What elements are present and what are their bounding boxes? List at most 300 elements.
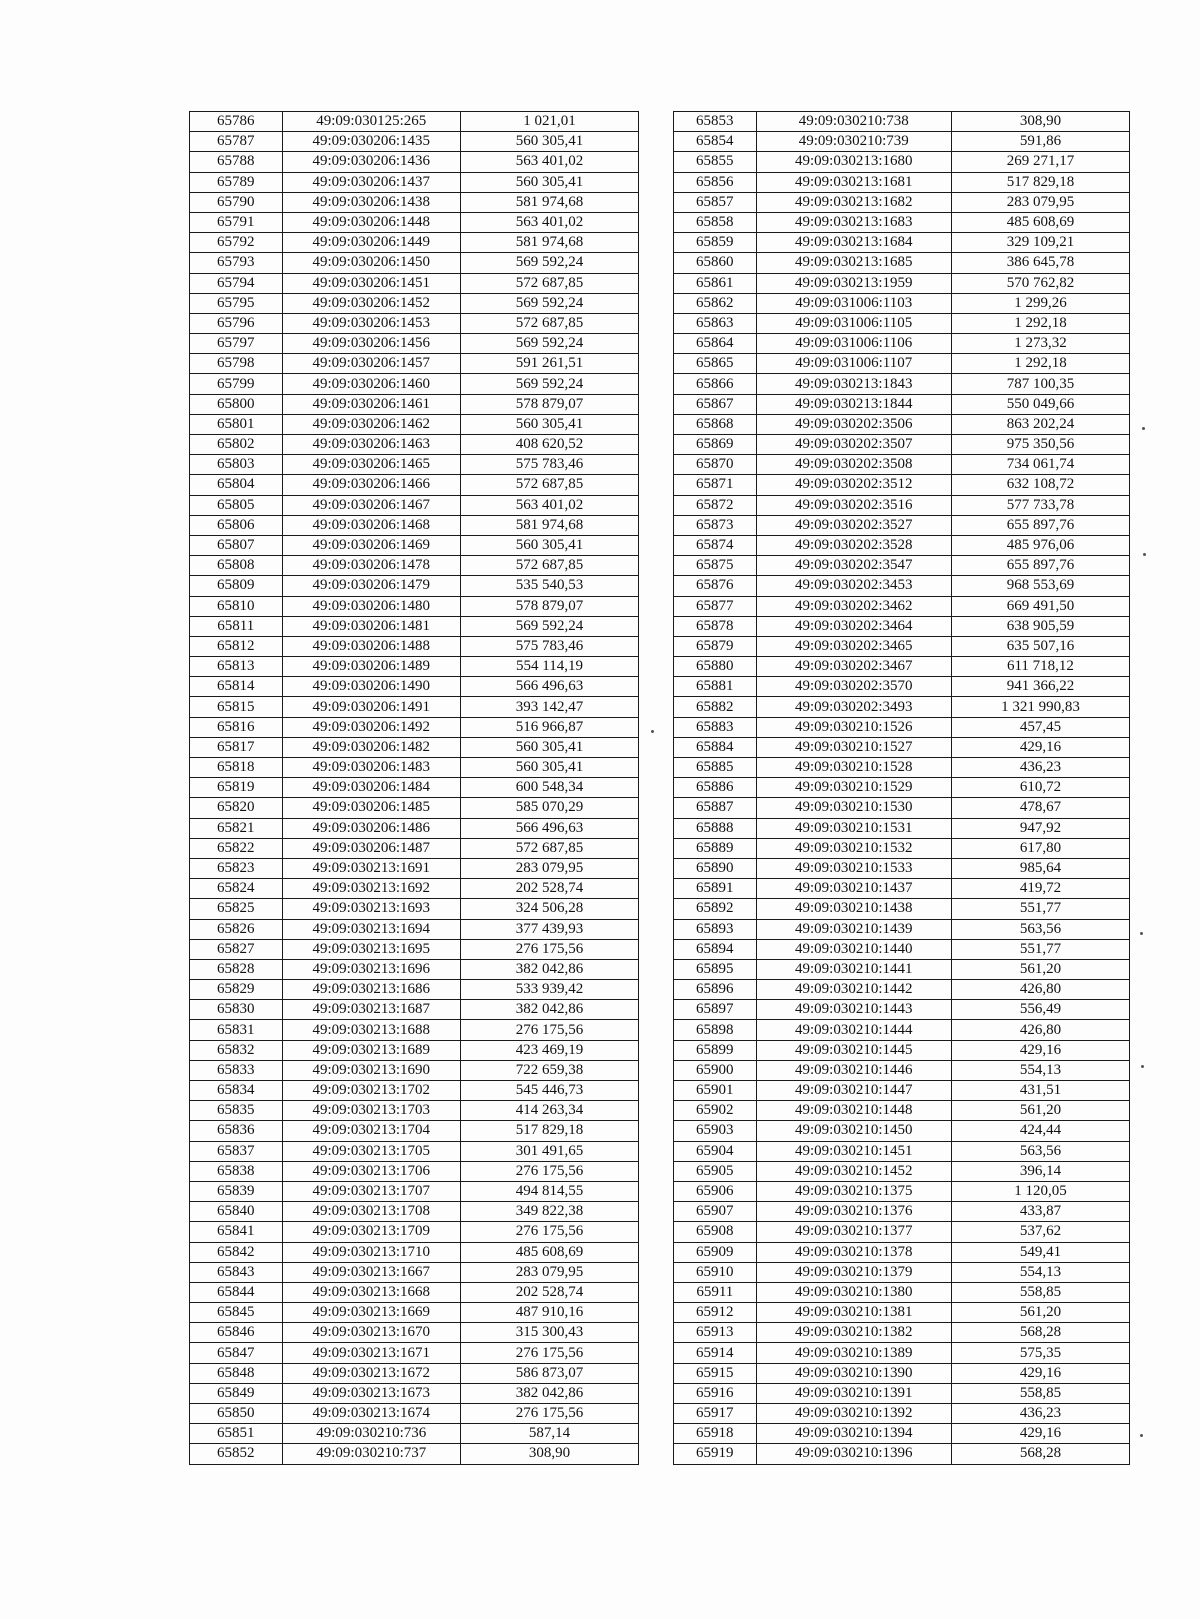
row-number-cell: 65893 <box>674 919 757 939</box>
value-cell: 554,13 <box>951 1060 1129 1080</box>
row-number-cell: 65868 <box>674 414 757 434</box>
table-row <box>674 1101 1130 1121</box>
cadastral-number-cell: 49:09:030210:1528 <box>756 758 951 778</box>
cadastral-number-cell: 49:09:030213:1680 <box>756 152 951 172</box>
row-number-cell: 65900 <box>674 1060 757 1080</box>
value-cell: 581 974,68 <box>460 233 638 253</box>
cadastral-number-cell: 49:09:030210:1375 <box>756 1181 951 1201</box>
cadastral-number-cell: 49:09:030210:1452 <box>756 1161 951 1181</box>
cadastral-number-cell: 49:09:030210:1378 <box>756 1242 951 1262</box>
value-cell: 566 496,63 <box>460 818 638 838</box>
value-cell: 722 659,38 <box>460 1060 638 1080</box>
cadastral-number-cell: 49:09:030125:265 <box>282 112 460 132</box>
value-cell: 638 905,59 <box>951 616 1129 636</box>
cadastral-number-cell: 49:09:030213:1671 <box>282 1343 460 1363</box>
cadastral-number-cell: 49:09:030213:1667 <box>282 1262 460 1282</box>
value-cell: 202 528,74 <box>460 1282 638 1302</box>
table-row <box>190 737 639 757</box>
cadastral-number-cell: 49:09:030210:1390 <box>756 1363 951 1383</box>
cadastral-number-cell: 49:09:030213:1683 <box>756 212 951 232</box>
row-number-cell: 65792 <box>190 233 283 253</box>
table-row <box>190 273 639 293</box>
table-row <box>190 1141 639 1161</box>
cadastral-number-cell: 49:09:030202:3508 <box>756 455 951 475</box>
table-row <box>190 313 639 333</box>
value-cell: 301 491,65 <box>460 1141 638 1161</box>
cadastral-number-cell: 49:09:030210:738 <box>756 112 951 132</box>
table-row <box>674 1383 1130 1403</box>
table-row <box>674 858 1130 878</box>
value-cell: 386 645,78 <box>951 253 1129 273</box>
row-number-cell: 65857 <box>674 192 757 212</box>
cadastral-number-cell: 49:09:031006:1106 <box>756 334 951 354</box>
table-row <box>674 778 1130 798</box>
value-cell: 617,80 <box>951 838 1129 858</box>
value-cell: 558,85 <box>951 1383 1129 1403</box>
table-row <box>674 112 1130 132</box>
cadastral-number-cell: 49:09:030213:1705 <box>282 1141 460 1161</box>
table-row <box>190 1444 639 1464</box>
value-cell: 494 814,55 <box>460 1181 638 1201</box>
value-cell: 563,56 <box>951 919 1129 939</box>
row-number-cell: 65898 <box>674 1020 757 1040</box>
table-row <box>190 879 639 899</box>
table-row <box>674 435 1130 455</box>
row-number-cell: 65848 <box>190 1363 283 1383</box>
value-cell: 533 939,42 <box>460 980 638 1000</box>
value-cell: 577 733,78 <box>951 495 1129 515</box>
cadastral-number-cell: 49:09:030210:1532 <box>756 838 951 858</box>
row-number-cell: 65826 <box>190 919 283 939</box>
cadastral-number-cell: 49:09:030213:1672 <box>282 1363 460 1383</box>
value-cell: 457,45 <box>951 717 1129 737</box>
value-cell: 560 305,41 <box>460 535 638 555</box>
cadastral-number-cell: 49:09:031006:1103 <box>756 293 951 313</box>
cadastral-number-cell: 49:09:030210:1443 <box>756 1000 951 1020</box>
table-row <box>674 455 1130 475</box>
row-number-cell: 65878 <box>674 616 757 636</box>
row-number-cell: 65825 <box>190 899 283 919</box>
value-cell: 568,28 <box>951 1444 1129 1464</box>
value-cell: 429,16 <box>951 737 1129 757</box>
cadastral-number-cell: 49:09:030206:1457 <box>282 354 460 374</box>
value-cell: 283 079,95 <box>460 1262 638 1282</box>
table-row <box>674 1323 1130 1343</box>
value-cell: 276 175,56 <box>460 1020 638 1040</box>
value-cell: 569 592,24 <box>460 374 638 394</box>
value-cell: 560 305,41 <box>460 132 638 152</box>
cadastral-number-cell: 49:09:030206:1450 <box>282 253 460 273</box>
table-row <box>674 657 1130 677</box>
value-cell: 1 273,32 <box>951 334 1129 354</box>
value-cell: 1 321 990,83 <box>951 697 1129 717</box>
table-row <box>674 293 1130 313</box>
row-number-cell: 65841 <box>190 1222 283 1242</box>
row-number-cell: 65913 <box>674 1323 757 1343</box>
cadastral-number-cell: 49:09:030213:1681 <box>756 172 951 192</box>
value-cell: 563 401,02 <box>460 212 638 232</box>
table-row <box>190 435 639 455</box>
value-cell: 566 496,63 <box>460 677 638 697</box>
value-cell: 578 879,07 <box>460 394 638 414</box>
value-cell: 1 292,18 <box>951 313 1129 333</box>
row-number-cell: 65905 <box>674 1161 757 1181</box>
row-number-cell: 65802 <box>190 435 283 455</box>
table-row <box>674 919 1130 939</box>
cadastral-number-cell: 49:09:030213:1673 <box>282 1383 460 1403</box>
row-number-cell: 65824 <box>190 879 283 899</box>
value-cell: 610,72 <box>951 778 1129 798</box>
table-row <box>190 535 639 555</box>
row-number-cell: 65860 <box>674 253 757 273</box>
value-cell: 551,77 <box>951 939 1129 959</box>
value-cell: 308,90 <box>951 112 1129 132</box>
table-row <box>190 1323 639 1343</box>
value-cell: 560 305,41 <box>460 414 638 434</box>
value-cell: 568,28 <box>951 1323 1129 1343</box>
row-number-cell: 65914 <box>674 1343 757 1363</box>
value-cell: 572 687,85 <box>460 475 638 495</box>
table-row <box>190 798 639 818</box>
value-cell: 393 142,47 <box>460 697 638 717</box>
value-cell: 1 021,01 <box>460 112 638 132</box>
cadastral-number-cell: 49:09:030210:1446 <box>756 1060 951 1080</box>
value-cell: 436,23 <box>951 758 1129 778</box>
scan-speck <box>1140 932 1143 935</box>
value-cell: 561,20 <box>951 1101 1129 1121</box>
cadastral-number-cell: 49:09:030202:3465 <box>756 636 951 656</box>
value-cell: 560 305,41 <box>460 172 638 192</box>
table-row <box>190 1242 639 1262</box>
value-cell: 517 829,18 <box>951 172 1129 192</box>
cadastral-number-cell: 49:09:030210:1440 <box>756 939 951 959</box>
table-row <box>190 1202 639 1222</box>
value-cell: 433,87 <box>951 1202 1129 1222</box>
cadastral-number-cell: 49:09:030202:3493 <box>756 697 951 717</box>
table-row <box>190 374 639 394</box>
value-cell: 349 822,38 <box>460 1202 638 1222</box>
value-cell: 561,20 <box>951 1303 1129 1323</box>
cadastral-number-cell: 49:09:030206:1466 <box>282 475 460 495</box>
cadastral-number-cell: 49:09:030213:1691 <box>282 858 460 878</box>
cadastral-number-cell: 49:09:030213:1710 <box>282 1242 460 1262</box>
cadastral-number-cell: 49:09:030210:736 <box>282 1424 460 1444</box>
value-cell: 578 879,07 <box>460 596 638 616</box>
table-row <box>674 132 1130 152</box>
row-number-cell: 65817 <box>190 737 283 757</box>
table-row <box>674 515 1130 535</box>
value-cell: 787 100,35 <box>951 374 1129 394</box>
row-number-cell: 65838 <box>190 1161 283 1181</box>
row-number-cell: 65861 <box>674 273 757 293</box>
row-number-cell: 65837 <box>190 1141 283 1161</box>
row-number-cell: 65881 <box>674 677 757 697</box>
cadastral-number-cell: 49:09:030210:1445 <box>756 1040 951 1060</box>
cadastral-number-cell: 49:09:030210:1444 <box>756 1020 951 1040</box>
cadastral-number-cell: 49:09:030210:1529 <box>756 778 951 798</box>
cadastral-number-cell: 49:09:030213:1674 <box>282 1404 460 1424</box>
value-cell: 419,72 <box>951 879 1129 899</box>
table-row <box>190 556 639 576</box>
cadastral-number-cell: 49:09:030206:1461 <box>282 394 460 414</box>
row-number-cell: 65820 <box>190 798 283 818</box>
row-number-cell: 65835 <box>190 1101 283 1121</box>
cadastral-number-cell: 49:09:030210:1437 <box>756 879 951 899</box>
row-number-cell: 65791 <box>190 212 283 232</box>
row-number-cell: 65859 <box>674 233 757 253</box>
row-number-cell: 65850 <box>190 1404 283 1424</box>
row-number-cell: 65908 <box>674 1222 757 1242</box>
cadastral-number-cell: 49:09:030210:1391 <box>756 1383 951 1403</box>
value-cell: 426,80 <box>951 980 1129 1000</box>
table-row <box>674 636 1130 656</box>
row-number-cell: 65897 <box>674 1000 757 1020</box>
row-number-cell: 65818 <box>190 758 283 778</box>
table-row <box>674 475 1130 495</box>
cadastral-number-cell: 49:09:030202:3506 <box>756 414 951 434</box>
table-row <box>190 858 639 878</box>
row-number-cell: 65787 <box>190 132 283 152</box>
value-cell: 382 042,86 <box>460 1383 638 1403</box>
row-number-cell: 65904 <box>674 1141 757 1161</box>
cadastral-number-cell: 49:09:030210:1448 <box>756 1101 951 1121</box>
table-row <box>190 354 639 374</box>
row-number-cell: 65865 <box>674 354 757 374</box>
value-cell: 426,80 <box>951 1020 1129 1040</box>
table-row <box>190 1343 639 1363</box>
row-number-cell: 65813 <box>190 657 283 677</box>
cadastral-number-cell: 49:09:030206:1488 <box>282 636 460 656</box>
table-row <box>190 1181 639 1201</box>
cadastral-number-cell: 49:09:030213:1682 <box>756 192 951 212</box>
table-row <box>674 737 1130 757</box>
value-cell: 575 783,46 <box>460 455 638 475</box>
row-number-cell: 65855 <box>674 152 757 172</box>
cadastral-number-cell: 49:09:031006:1105 <box>756 313 951 333</box>
cadastral-number-cell: 49:09:030210:1447 <box>756 1081 951 1101</box>
cadastral-number-cell: 49:09:030206:1479 <box>282 576 460 596</box>
table-row <box>190 455 639 475</box>
row-number-cell: 65899 <box>674 1040 757 1060</box>
cadastral-number-cell: 49:09:030213:1693 <box>282 899 460 919</box>
row-number-cell: 65819 <box>190 778 283 798</box>
row-number-cell: 65879 <box>674 636 757 656</box>
row-number-cell: 65872 <box>674 495 757 515</box>
row-number-cell: 65880 <box>674 657 757 677</box>
value-cell: 424,44 <box>951 1121 1129 1141</box>
row-number-cell: 65912 <box>674 1303 757 1323</box>
cadastral-number-cell: 49:09:030202:3547 <box>756 556 951 576</box>
value-cell: 516 966,87 <box>460 717 638 737</box>
table-row <box>190 1101 639 1121</box>
value-cell: 535 540,53 <box>460 576 638 596</box>
cadastral-number-cell: 49:09:030206:1483 <box>282 758 460 778</box>
row-number-cell: 65889 <box>674 838 757 858</box>
row-number-cell: 65836 <box>190 1121 283 1141</box>
table-row <box>190 1161 639 1181</box>
row-number-cell: 65799 <box>190 374 283 394</box>
row-number-cell: 65870 <box>674 455 757 475</box>
value-cell: 581 974,68 <box>460 192 638 212</box>
cadastral-number-cell: 49:09:030210:1379 <box>756 1262 951 1282</box>
cadastral-number-cell: 49:09:030206:1491 <box>282 697 460 717</box>
row-number-cell: 65903 <box>674 1121 757 1141</box>
value-cell: 276 175,56 <box>460 1222 638 1242</box>
table-row <box>190 657 639 677</box>
cadastral-number-cell: 49:09:030210:1441 <box>756 959 951 979</box>
table-row <box>674 1282 1130 1302</box>
table-row <box>674 838 1130 858</box>
cadastral-number-cell: 49:09:030213:1684 <box>756 233 951 253</box>
cadastral-number-cell: 49:09:030206:1452 <box>282 293 460 313</box>
value-cell: 575,35 <box>951 1343 1129 1363</box>
cadastral-number-cell: 49:09:030206:1486 <box>282 818 460 838</box>
cadastral-number-cell: 49:09:030206:1438 <box>282 192 460 212</box>
value-cell: 569 592,24 <box>460 334 638 354</box>
table-row <box>674 959 1130 979</box>
table-row <box>674 313 1130 333</box>
cadastral-number-cell: 49:09:030213:1707 <box>282 1181 460 1201</box>
cadastral-number-cell: 49:09:030210:1442 <box>756 980 951 1000</box>
cadastral-number-cell: 49:09:030202:3453 <box>756 576 951 596</box>
cadastral-number-cell: 49:09:030206:1487 <box>282 838 460 858</box>
row-number-cell: 65821 <box>190 818 283 838</box>
cadastral-number-cell: 49:09:030206:1463 <box>282 435 460 455</box>
row-number-cell: 65894 <box>674 939 757 959</box>
value-cell: 478,67 <box>951 798 1129 818</box>
value-cell: 396,14 <box>951 1161 1129 1181</box>
table-row <box>190 1000 639 1020</box>
cadastral-number-cell: 49:09:030206:1460 <box>282 374 460 394</box>
row-number-cell: 65806 <box>190 515 283 535</box>
row-number-cell: 65822 <box>190 838 283 858</box>
row-number-cell: 65846 <box>190 1323 283 1343</box>
cadastral-table-left <box>189 111 639 1465</box>
cadastral-number-cell: 49:09:030206:1478 <box>282 556 460 576</box>
table-row <box>674 1020 1130 1040</box>
row-number-cell: 65849 <box>190 1383 283 1403</box>
table-row <box>674 172 1130 192</box>
table-row <box>190 1383 639 1403</box>
row-number-cell: 65853 <box>674 112 757 132</box>
row-number-cell: 65887 <box>674 798 757 818</box>
row-number-cell: 65869 <box>674 435 757 455</box>
row-number-cell: 65815 <box>190 697 283 717</box>
table-row <box>674 1141 1130 1161</box>
cadastral-number-cell: 49:09:030206:1468 <box>282 515 460 535</box>
row-number-cell: 65890 <box>674 858 757 878</box>
table-row <box>674 273 1130 293</box>
table-row <box>190 939 639 959</box>
table-row <box>190 394 639 414</box>
row-number-cell: 65807 <box>190 535 283 555</box>
cadastral-number-cell: 49:09:030213:1688 <box>282 1020 460 1040</box>
table-row <box>674 1181 1130 1201</box>
cadastral-number-cell: 49:09:030210:1530 <box>756 798 951 818</box>
table-row <box>190 1040 639 1060</box>
cadastral-number-cell: 49:09:030206:1485 <box>282 798 460 818</box>
cadastral-number-cell: 49:09:030210:1382 <box>756 1323 951 1343</box>
value-cell: 276 175,56 <box>460 1404 638 1424</box>
cadastral-number-cell: 49:09:030202:3512 <box>756 475 951 495</box>
table-row <box>190 1262 639 1282</box>
row-number-cell: 65800 <box>190 394 283 414</box>
table-row <box>674 192 1130 212</box>
table-row <box>674 899 1130 919</box>
value-cell: 276 175,56 <box>460 939 638 959</box>
table-row <box>674 253 1130 273</box>
table-row <box>674 212 1130 232</box>
table-row <box>674 152 1130 172</box>
table-row <box>674 1081 1130 1101</box>
cadastral-number-cell: 49:09:030213:1843 <box>756 374 951 394</box>
row-number-cell: 65895 <box>674 959 757 979</box>
table-row <box>674 1424 1130 1444</box>
value-cell: 537,62 <box>951 1222 1129 1242</box>
cadastral-number-cell: 49:09:030206:1456 <box>282 334 460 354</box>
row-number-cell: 65798 <box>190 354 283 374</box>
value-cell: 276 175,56 <box>460 1343 638 1363</box>
table-row <box>190 334 639 354</box>
table-row <box>190 616 639 636</box>
value-cell: 600 548,34 <box>460 778 638 798</box>
table-row <box>190 1222 639 1242</box>
value-cell: 550 049,66 <box>951 394 1129 414</box>
scan-speck <box>1143 553 1146 556</box>
cadastral-number-cell: 49:09:030210:1451 <box>756 1141 951 1161</box>
value-cell: 581 974,68 <box>460 515 638 535</box>
row-number-cell: 65811 <box>190 616 283 636</box>
table-row <box>674 1222 1130 1242</box>
row-number-cell: 65828 <box>190 959 283 979</box>
value-cell: 985,64 <box>951 858 1129 878</box>
value-cell: 431,51 <box>951 1081 1129 1101</box>
row-number-cell: 65830 <box>190 1000 283 1020</box>
cadastral-number-cell: 49:09:030210:1394 <box>756 1424 951 1444</box>
table-row <box>190 112 639 132</box>
value-cell: 587,14 <box>460 1424 638 1444</box>
cadastral-number-cell: 49:09:030213:1694 <box>282 919 460 939</box>
table-row <box>674 717 1130 737</box>
table-row <box>190 253 639 273</box>
table-row <box>674 1262 1130 1282</box>
table-row <box>674 1121 1130 1141</box>
cadastral-number-cell: 49:09:030213:1687 <box>282 1000 460 1020</box>
value-cell: 329 109,21 <box>951 233 1129 253</box>
value-cell: 202 528,74 <box>460 879 638 899</box>
cadastral-number-cell: 49:09:030213:1703 <box>282 1101 460 1121</box>
value-cell: 283 079,95 <box>460 858 638 878</box>
row-number-cell: 65814 <box>190 677 283 697</box>
cadastral-number-cell: 49:09:030210:1527 <box>756 737 951 757</box>
row-number-cell: 65875 <box>674 556 757 576</box>
cadastral-number-cell: 49:09:030206:1469 <box>282 535 460 555</box>
row-number-cell: 65851 <box>190 1424 283 1444</box>
table-row <box>674 334 1130 354</box>
value-cell: 572 687,85 <box>460 556 638 576</box>
table-row <box>190 959 639 979</box>
table-row <box>674 1343 1130 1363</box>
row-number-cell: 65866 <box>674 374 757 394</box>
value-cell: 975 350,56 <box>951 435 1129 455</box>
cadastral-number-cell: 49:09:030213:1669 <box>282 1303 460 1323</box>
value-cell: 563 401,02 <box>460 495 638 515</box>
value-cell: 556,49 <box>951 1000 1129 1020</box>
value-cell: 377 439,93 <box>460 919 638 939</box>
value-cell: 569 592,24 <box>460 293 638 313</box>
cadastral-number-cell: 49:09:030213:1844 <box>756 394 951 414</box>
cadastral-number-cell: 49:09:030210:1439 <box>756 919 951 939</box>
